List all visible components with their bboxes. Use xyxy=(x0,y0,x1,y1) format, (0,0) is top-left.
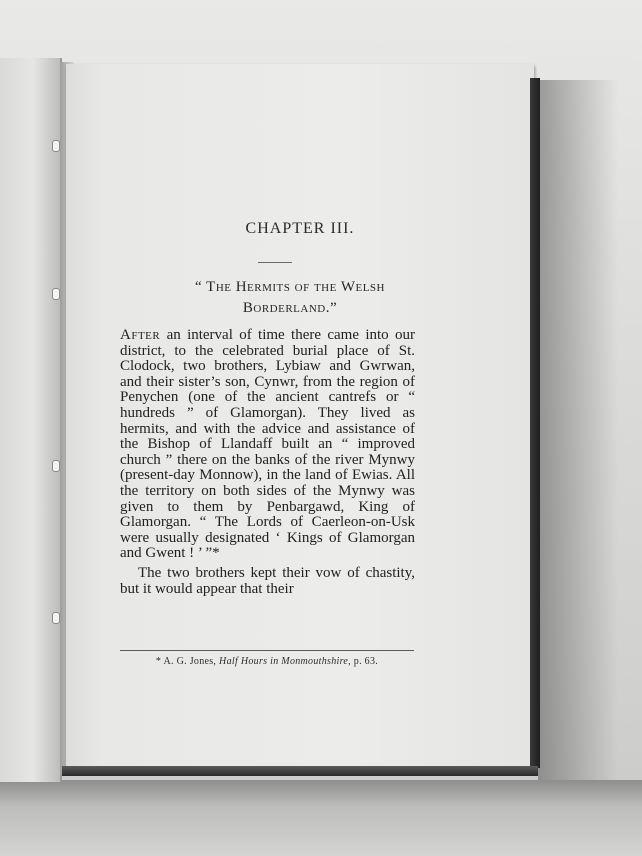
heading-line-1: “ The Hermits of the Welsh xyxy=(195,279,385,295)
book-cover-edge xyxy=(530,78,540,768)
heading-line-2: Borderland.” xyxy=(242,300,338,316)
section-heading xyxy=(120,277,460,319)
footnote-divider xyxy=(120,650,414,651)
footnote-suffix: , p. 63. xyxy=(348,656,379,667)
paragraph-1-text: an interval of time there came into our district, to the celebrated burial place of St. Clodock, two brothers, Lybiaw and Gwrwan, and their sister’s son, Cynwr, from the region of Penychen (one of the ancient cantrefs or “ hundreds ” of Glamorgan). They lived as hermits, and with the advice and assistance of the Bishop of Llandaff built an “ improved church ” there on the banks of the river Mynwy (present-day Monnow), in the land of Ewias. All the territory on both sides of the Mynwy was given to them by Penbargawd, King of Glamorgan. “ The Lords of Caerleon-on-Usk were usually designated ‘ Kings of Glamorgan and Gwent ! ’ ”* xyxy=(120,327,415,562)
binding-stitch xyxy=(52,460,60,472)
book-shadow xyxy=(538,80,618,780)
left-page-edge xyxy=(0,58,62,782)
binding-stitch xyxy=(52,140,60,152)
paragraph-2: The two brothers kept their vow of chastity, but it would appear that their xyxy=(120,564,415,597)
binding-stitch xyxy=(52,612,60,624)
table-shadow xyxy=(0,780,642,856)
paragraph-lead-word: After xyxy=(120,327,161,343)
paragraph-1 xyxy=(120,328,415,562)
footnote-prefix: * A. G. Jones, xyxy=(155,656,220,667)
body-text xyxy=(120,328,415,597)
book-bottom-edge xyxy=(62,766,538,776)
footnote-book-title: Half Hours in Monmouthshire xyxy=(219,656,349,667)
chapter-title: CHAPTER III. xyxy=(245,220,355,237)
title-divider xyxy=(258,262,292,263)
binding-stitch xyxy=(52,288,60,300)
footnote xyxy=(120,656,414,667)
